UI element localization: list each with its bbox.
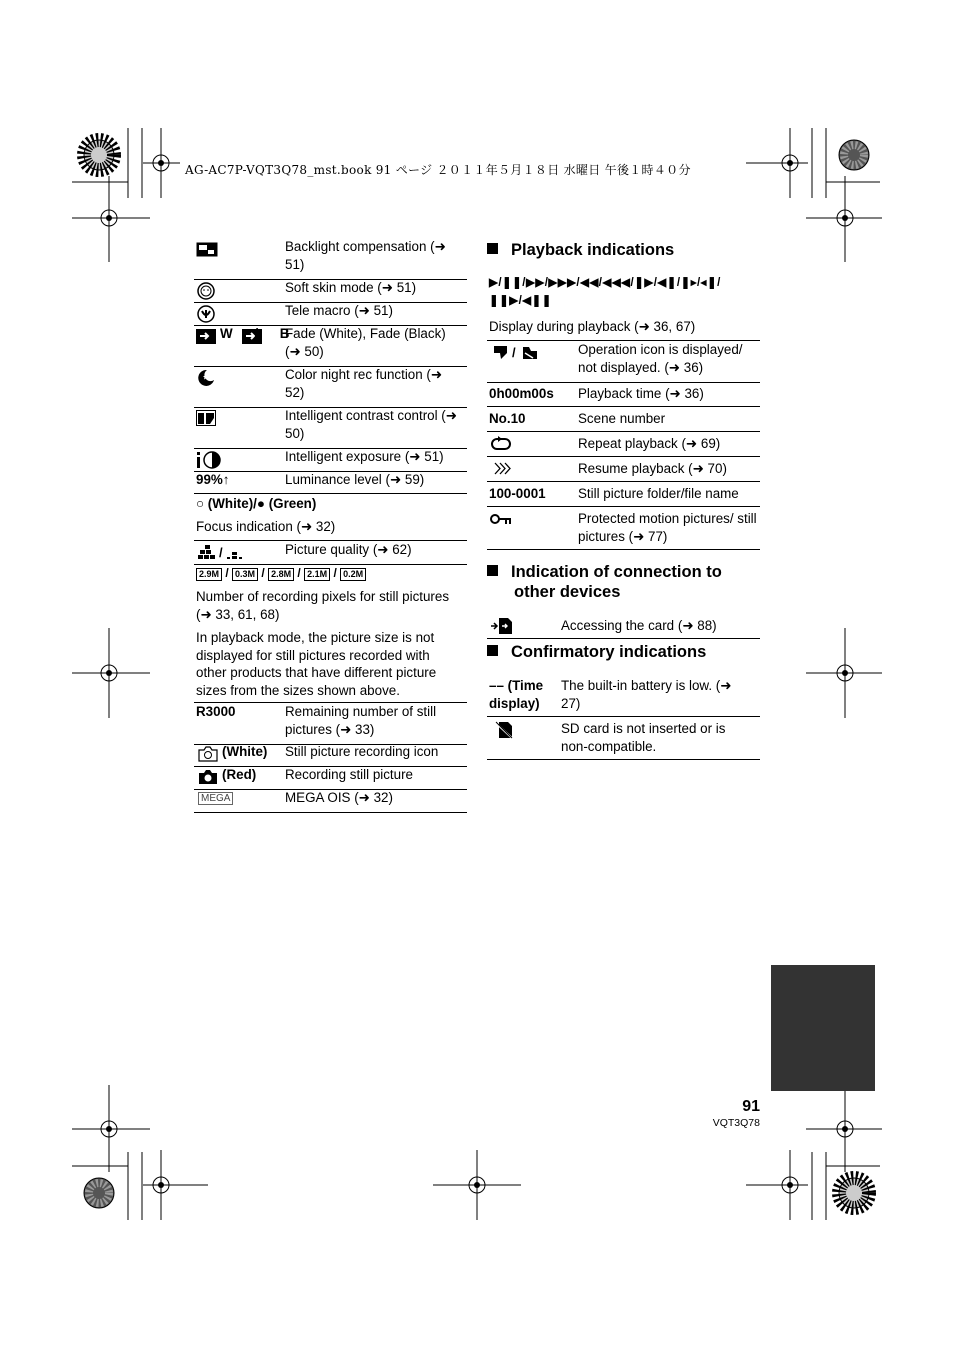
list-item: Color night rec function (➜ 52) — [285, 367, 443, 400]
section-heading: Playback indications — [487, 240, 674, 260]
list-item: Picture quality (➜ 62) — [285, 542, 412, 557]
playback-symbols: ❚❚▶/◀❚❚ — [489, 295, 552, 307]
list-item: Protected motion pictures/ still pictures (➜ 77) — [578, 511, 757, 544]
table-row — [194, 407, 467, 449]
list-item: Operation icon is displayed/ not displayed. (➜ 36) — [578, 342, 743, 375]
table-row — [487, 506, 760, 550]
bullet-square-icon — [487, 243, 498, 254]
time-display-key: –– (Time — [489, 678, 544, 693]
list-item: Backlight compensation (➜ 51) — [285, 239, 446, 272]
list-item: Luminance level (➜ 59) — [285, 472, 425, 487]
scene-number-key: No.10 — [489, 411, 526, 426]
luminance-key: 99%↑ — [196, 472, 230, 487]
remaining-key: R3000 — [196, 704, 236, 719]
table-row — [194, 279, 467, 303]
list-item: SD card is not inserted or is non-compatible. — [561, 721, 726, 754]
playback-time-key: 0h00m00s — [489, 386, 554, 401]
list-item: Remaining number of still pictures (➜ 33) — [285, 704, 437, 737]
section-heading: Indication of connection to other devices — [487, 562, 760, 602]
list-item: MEGA OIS (➜ 32) — [285, 790, 393, 805]
tele-macro-icon — [197, 305, 215, 323]
key-icon — [490, 514, 512, 526]
exposure-icon — [196, 450, 222, 469]
list-item: Scene number — [578, 411, 666, 426]
table-row — [194, 302, 467, 326]
size-icon: 2.8M — [268, 568, 294, 581]
svg-text:/: / — [219, 545, 223, 560]
list-item: Resume playback (➜ 70) — [578, 461, 727, 476]
table-row — [194, 238, 467, 280]
list-item: Fade (White), Fade (Black) (➜ 50) — [285, 326, 446, 359]
contrast-icon — [196, 410, 216, 426]
table-row — [194, 702, 467, 745]
table-row — [194, 540, 467, 565]
page-number: 91 — [742, 1098, 760, 1115]
soft-skin-icon — [197, 282, 215, 300]
no-card-icon — [495, 721, 513, 739]
list-item: Intelligent contrast control (➜ 50) — [285, 408, 457, 441]
table-row — [194, 471, 467, 494]
table-row — [194, 325, 467, 367]
table-row — [194, 518, 467, 540]
still-white-key: (White) — [222, 744, 268, 759]
list-item: Repeat playback (➜ 69) — [578, 436, 721, 451]
time-display-key: display) — [489, 696, 540, 711]
list-item: Still picture folder/file name — [578, 486, 739, 501]
list-item: Playback time (➜ 36) — [578, 386, 704, 401]
table-row — [194, 366, 467, 408]
camera-outline-icon — [198, 746, 218, 762]
list-item: Soft skin mode (➜ 51) — [285, 280, 417, 295]
pixels-text: Number of recording pixels for still pictures (➜ 33, 61, 68) — [196, 589, 450, 622]
fade-icon — [196, 329, 216, 344]
color-night-icon — [197, 368, 215, 386]
table-row — [487, 381, 760, 407]
mega-ois-icon: MEGA — [198, 792, 233, 805]
size-icon: 0.2M — [340, 568, 366, 581]
list-item: Tele macro (➜ 51) — [285, 303, 393, 318]
resume-icon — [494, 462, 512, 475]
table-row — [487, 676, 760, 717]
size-icon: 0.3M — [232, 568, 258, 581]
still-red-key: (Red) — [222, 767, 257, 782]
bullet-square-icon — [487, 565, 498, 576]
picture-quality-icon — [198, 544, 252, 560]
print-header: AG-AC7P-VQT3Q78_mst.book 91 ページ ２０１１年５月１８日 水曜日 午後１時４０分 — [185, 163, 691, 177]
size-icon: 2.1M — [304, 568, 330, 581]
fade-key: W / B — [220, 326, 299, 341]
section-tab — [771, 965, 875, 1091]
table-row — [487, 481, 760, 507]
list-item: Still picture recording icon — [285, 744, 439, 759]
table-row — [194, 448, 467, 472]
size-icon: 2.9M — [196, 568, 222, 581]
table-row — [194, 789, 467, 813]
section-heading: Confirmatory indications — [487, 642, 706, 662]
list-item: Accessing the card (➜ 88) — [561, 618, 717, 633]
table-row — [194, 766, 467, 790]
table-row — [487, 456, 760, 482]
playback-symbols: ▶/❚❚/▶▶/▶▶▶/◀◀/◀◀◀/❚▶/◀❚/❚▸/◂❚/ — [489, 277, 721, 289]
camera-filled-icon — [198, 769, 218, 785]
bullet-square-icon — [487, 645, 498, 656]
folder-file-key: 100-0001 — [489, 486, 546, 501]
table-row — [487, 614, 760, 639]
playback-note: In playback mode, the picture size is not displayed for still pictures recorded with other products that have different picture sizes from the sizes shown above. — [196, 630, 437, 698]
table-row — [487, 340, 760, 383]
list-item: Recording still picture — [285, 767, 414, 782]
table-row — [487, 716, 760, 760]
svg-text:/: / — [512, 345, 516, 360]
table-row — [194, 743, 467, 767]
repeat-icon — [490, 436, 512, 451]
focus-key: ○ (White)/● (Green) — [196, 496, 317, 511]
table-row — [487, 406, 760, 432]
list-item: Intelligent exposure (➜ 51) — [285, 449, 444, 464]
table-row — [487, 431, 760, 457]
backlight-icon — [196, 242, 218, 258]
list-item: The built-in battery is low. (➜ 27) — [561, 678, 732, 711]
picture-size-icons: 2.9M / 0.3M / 2.8M / 2.1M / 0.2M — [196, 566, 366, 581]
playback-desc: Display during playback (➜ 36, 67) — [489, 319, 696, 334]
list-item: Focus indication (➜ 32) — [196, 519, 336, 534]
operation-icon — [493, 344, 541, 361]
document-code: VQT3Q78 — [712, 1117, 760, 1129]
card-access-icon — [491, 617, 513, 635]
